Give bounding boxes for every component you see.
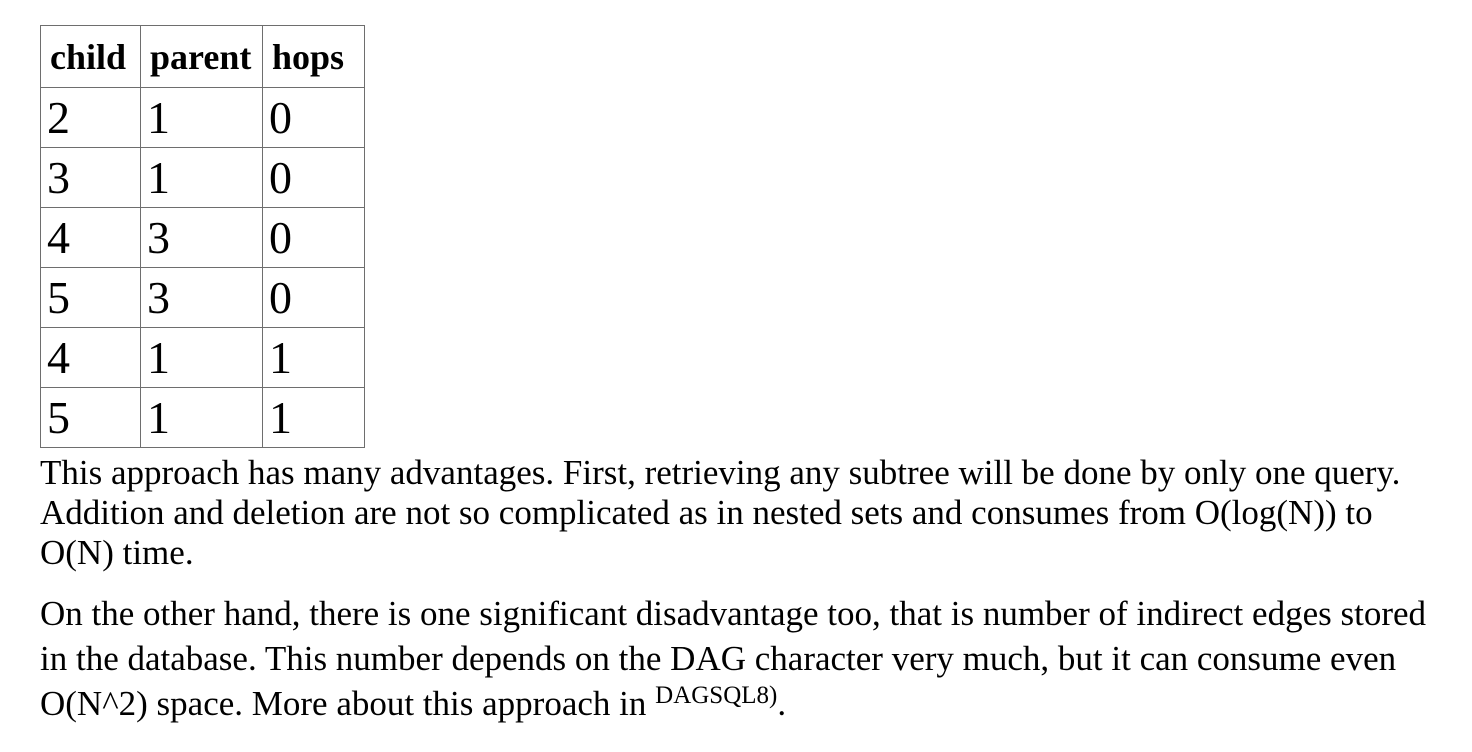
table-header-row: [41, 26, 365, 88]
column-header-hops: hops: [263, 26, 365, 88]
text-line: O(N) time.: [40, 533, 194, 572]
footnote-reference[interactable]: DAGSQL8): [655, 682, 778, 709]
column-header-child: child: [41, 26, 141, 88]
table-row: [41, 208, 365, 268]
table-cell: 3: [141, 208, 263, 268]
table-cell: 1: [141, 388, 263, 448]
table-cell: 4: [41, 328, 141, 388]
text-segment: .: [777, 684, 787, 723]
table-cell: 0: [263, 268, 365, 328]
table-header: [41, 26, 365, 88]
text-segment: O(N^2) space. More about this approach in: [40, 684, 656, 723]
table-cell: 5: [41, 388, 141, 448]
table-cell: 1: [141, 148, 263, 208]
text-line: in the database. This number depends on the DAG character very much, but it can consume even: [40, 639, 1397, 678]
paragraph-disadvantages: [40, 591, 1472, 726]
child-parent-hops-table: [40, 25, 365, 448]
table-cell: 1: [263, 328, 365, 388]
text-line: On the other hand, there is one significant disadvantage too, that is number of indirect edges stored: [40, 594, 1427, 633]
table-row: [41, 328, 365, 388]
table-cell: 5: [41, 268, 141, 328]
table-cell: 3: [141, 268, 263, 328]
table-cell: 0: [263, 88, 365, 148]
table-row: [41, 268, 365, 328]
table-row: [41, 88, 365, 148]
table-cell: 1: [141, 328, 263, 388]
column-header-parent: parent: [141, 26, 263, 88]
text-line: Addition and deletion are not so complicated as in nested sets and consumes from O(log(N)) to: [40, 493, 1373, 532]
table-cell: 2: [41, 88, 141, 148]
text-line: This approach has many advantages. First, retrieving any subtree will be done by only one query.: [40, 453, 1401, 492]
table-cell: 4: [41, 208, 141, 268]
table-body: [41, 88, 365, 448]
table-cell: 1: [263, 388, 365, 448]
table-row: [41, 388, 365, 448]
text-line: [40, 681, 1472, 726]
table-cell: 0: [263, 148, 365, 208]
table-cell: 1: [141, 88, 263, 148]
table-cell: 0: [263, 208, 365, 268]
table-row: [41, 148, 365, 208]
paragraph-advantages: [40, 453, 1472, 573]
table-cell: 3: [41, 148, 141, 208]
